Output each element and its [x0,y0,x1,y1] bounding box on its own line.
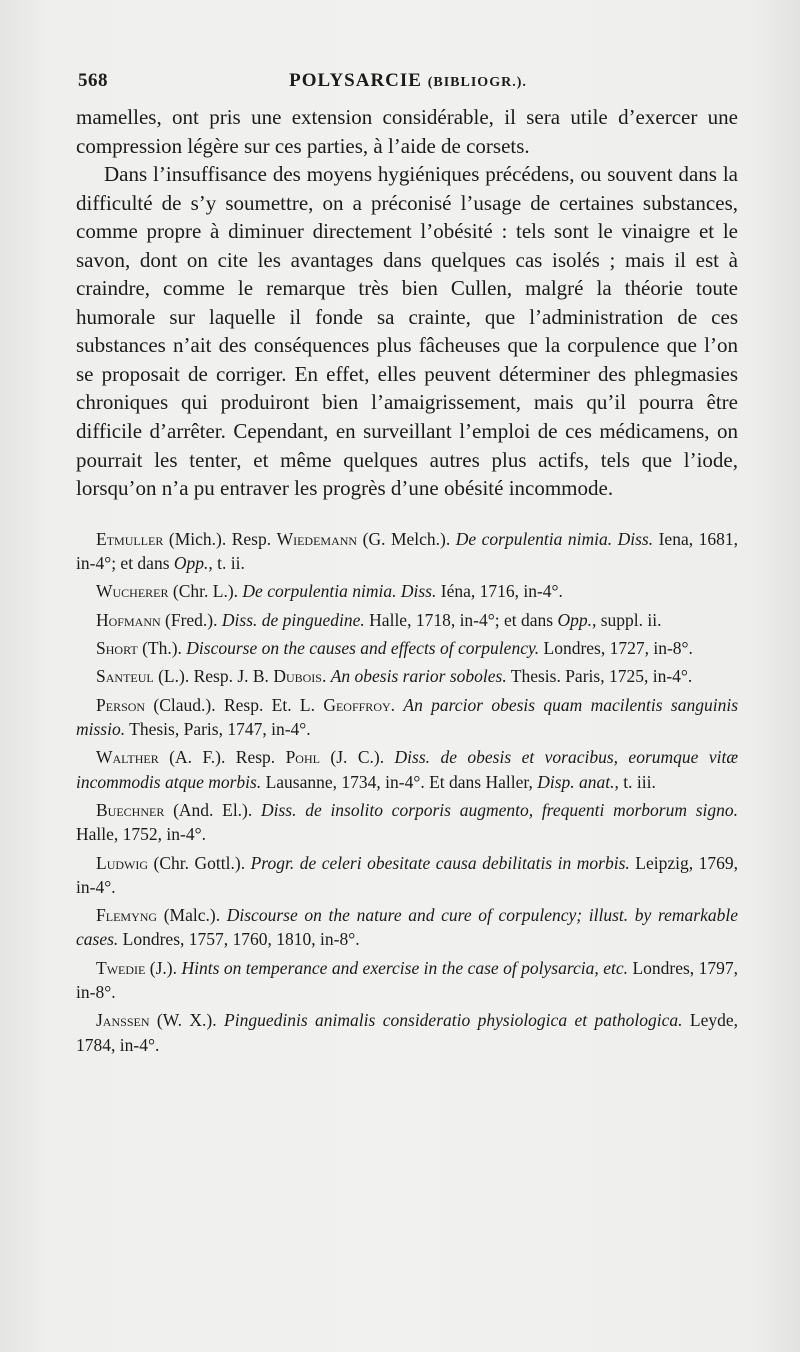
page-body [76,103,738,1061]
bibliography-entry [76,527,738,575]
entry-reference: Opp., [173,552,213,573]
entry-respondent: Wiedemann [276,528,358,549]
entry-title: De corpulentia nimia. Diss. [455,528,654,549]
entry-author: Santeul [96,666,154,687]
entry-publication: Lausanne, 1734, in-4°. Et dans Haller, [261,771,538,792]
paragraph-continued: mamelles, ont pris une extension considérable, il sera utile d’exercer une compression légère sur ces parties, à l’aide de corsets. [76,105,738,158]
entry-respondent: Geoffroy. [323,694,396,715]
entry-author-detail: (L.). Resp. J. B. [153,666,274,687]
entry-author: Hofmann [96,609,161,630]
paragraph: Dans l’insuffisance des moyens hygiéniques précédens, ou souvent dans la difficulté de s’y soumettre, on a préconisé l’usage de certaines substances, comme propre à diminuer directement l’obésité : tels sont le vinaigre et le savon, dont on cite les avantages dans quelques cas isolés ; mais il est à craindre, comme le remarque très bien Cullen, malgré la théorie toute humorale sur laquelle il fonde sa crainte, que l’administration de ces substances n’ait des conséquences plus fâcheuses que la corpulence que l’on se proposait de corriger. En effet, elles peuvent déterminer des phlegmasies chroniques qui produiront bien l’amaigrissement, mais qu’il pourra être difficile d’arrêter. Cependant, en surveillant l’emploi de ces médicamens, on pourrait les tenter, et même quelques autres plus actifs, tels que l’iode, lorsqu’on n’a pu entraver les progrès d’une obésité incommode. [76,162,738,501]
entry-author: Person [96,694,146,715]
entry-publication: Leyde, 1784, in-4°. [76,1010,738,1055]
entry-author-detail: (Th.). [137,638,187,659]
entry-author: Janssen [96,1010,150,1031]
entry-author: Flemyng [96,905,158,926]
entry-title: Hints on temperance and exercise in the case of polysarcia, etc. [181,957,628,978]
entry-publication: Thesis, Paris, 1747, in-4°. [125,719,311,740]
entry-title: Discourse on the causes and effects of corpulency. [186,638,540,659]
bibliography-entry [76,636,738,660]
entry-reference: Opp., [557,609,597,630]
entry-publication: Iéna, 1716, in-4°. [436,581,563,602]
entry-title: Diss. de pinguedine. [221,609,365,630]
entry-publication: Thesis. Paris, 1725, in-4°. [506,666,693,687]
entry-title: Discourse on the nature and cure of corpulency; illust. by remarkable cases. [76,905,738,950]
entry-author: Walther [96,747,159,768]
entry-author: Wucherer [96,581,169,602]
entry-title: An obesis rarior soboles. [330,666,507,687]
entry-respondent-detail: (J. C.). [319,747,395,768]
entry-publication: Londres, 1797, in-8°. [76,957,738,1002]
prose-section [76,103,738,503]
bibliography-entry [76,608,738,632]
bibliography-entry [76,1008,738,1056]
entry-author-detail: (Mich.). Resp. [163,528,277,549]
bibliography-entry [76,745,738,793]
entry-publication: Londres, 1727, in-8°. [539,638,693,659]
running-title-sub: (BIBLIOGR.). [427,75,527,90]
entry-author-detail: (W. X.). [149,1010,225,1031]
bibliography-entry [76,664,738,688]
entry-title: An parcior obesis quam macilentis sanguinis missio. [76,694,738,740]
bibliography-entry [76,579,738,603]
page-number: 568 [78,70,108,91]
entry-reference-detail: suppl. ii. [596,609,662,630]
bibliography-entry [76,903,738,951]
entry-author: Etmuller [96,528,164,549]
page-header [78,70,738,100]
entry-author-detail: (A. F.). Resp. [158,747,286,768]
entry-publication: Iena, 1681, in-4°; et dans [76,528,738,573]
entry-respondent: Dubois. [273,666,327,687]
bibliography-entry [76,851,738,899]
entry-respondent: Pohl [285,747,320,768]
entry-publication: Halle, 1718, in-4°; et dans [364,609,558,630]
entry-author-detail: (And. El.). [164,800,261,820]
entry-reference-detail: t. ii. [212,552,245,573]
entry-author-detail: (Chr. Gottl.). [148,852,251,873]
bibliography-list [76,527,738,1057]
running-title [78,70,738,92]
entry-publication: Londres, 1757, 1760, 1810, in-8°. [118,929,360,950]
entry-author-detail: (Malc.). [157,905,227,926]
bibliography-entry [76,798,738,846]
entry-title: De corpulentia nimia. Diss. [242,581,437,602]
entry-author-detail: (Claud.). Resp. Et. L. [145,694,324,715]
entry-author-detail: (J.). [145,957,182,978]
running-title-main: POLYSARCIE [289,70,422,91]
entry-publication: Leipzig, 1769, in-4°. [76,852,738,897]
entry-author: Buechner [96,800,165,820]
bibliography-entry [76,956,738,1004]
entry-reference: Disp. anat., [537,771,619,792]
entry-title: Diss. de insolito corporis augmento, frequenti morborum signo. [260,800,738,820]
entry-author-detail: (Fred.). [160,609,222,630]
bibliography-entry [76,693,738,741]
entry-author: Twedie [96,957,146,978]
entry-author: Ludwig [96,852,149,873]
entry-author: Short [96,638,138,659]
entry-title: Pinguedinis animalis consideratio physiologica et pathologica. [224,1010,683,1031]
entry-publication: Halle, 1752, in-4°. [76,824,206,845]
entry-author-detail: (Chr. L.). [168,581,243,602]
entry-respondent-detail: (G. Melch.). [357,528,456,549]
entry-title: Diss. de obesis et voracibus, eorumque vitæ incommodis atque morbis. [76,747,739,792]
entry-title: Progr. de celeri obesitate causa debilitatis in morbis. [250,852,630,873]
entry-reference-detail: t. iii. [618,771,656,792]
